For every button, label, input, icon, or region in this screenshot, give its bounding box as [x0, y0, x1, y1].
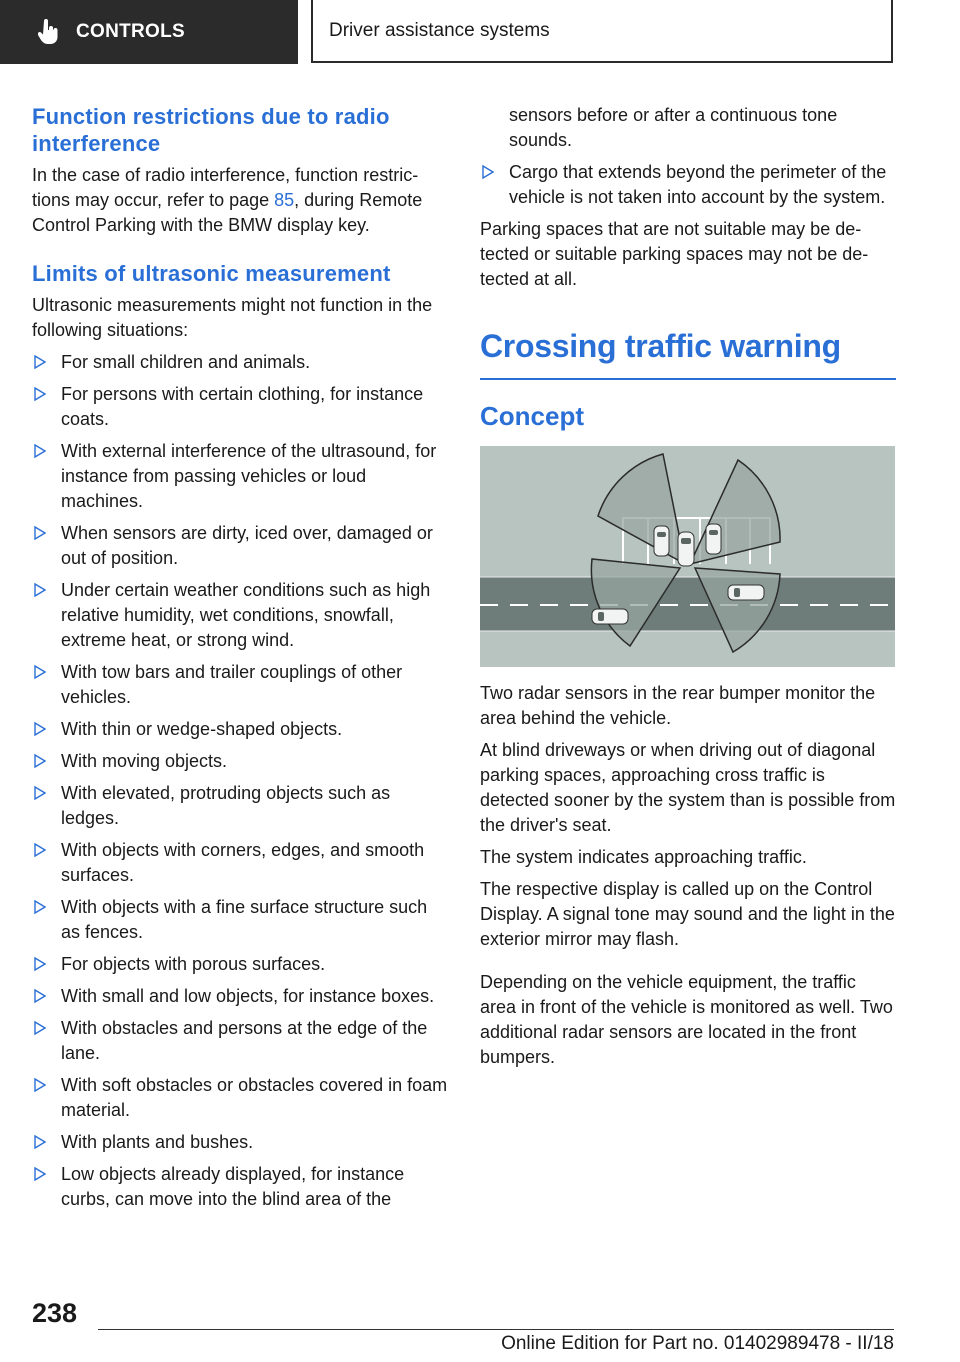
list-item-text: When sensors are dirty, iced over, damaged or out of position. — [61, 523, 433, 568]
list-item-text: Low objects already displayed, for instance curbs, can move into the blind area of the — [61, 1164, 405, 1209]
radio-text-post: , during Remote Control Parking with the BMW display key. — [32, 190, 423, 235]
triangle-bullet-icon — [34, 899, 46, 915]
triangle-bullet-icon — [34, 956, 46, 972]
list-item-text: With objects with corners, edges, and smooth surfaces. — [61, 840, 425, 885]
triangle-bullet-icon — [34, 354, 46, 370]
list-item — [480, 160, 896, 210]
concept-text-1: Two radar sensors in the rear bumper monitor the area behind the vehicle. — [480, 683, 876, 728]
ultrasonic-intro: Ultrasonic measurements might not function in the following situations: — [32, 295, 433, 340]
list-item — [32, 781, 448, 831]
hand-pointer-icon — [38, 19, 60, 45]
section-tab[interactable] — [0, 0, 298, 64]
parking-spaces-text: Parking spaces that are not suitable may be detected or suitable parking spaces may not be detected at all. — [480, 219, 869, 289]
crossing-traffic-illustration — [480, 446, 895, 667]
chapter-tab[interactable] — [311, 0, 893, 63]
edition-info: Online Edition for Part no. 01402989478 - II/18 — [501, 1333, 894, 1354]
heading-crossing-traffic: Crossing traffic warning — [480, 326, 896, 380]
section-label: CONTROLS — [76, 21, 186, 42]
concept-text-3: The system indicates approaching traffic. — [480, 847, 807, 867]
list-item-text: With elevated, protruding objects such as ledges. — [61, 783, 391, 828]
list-item — [32, 984, 448, 1009]
list-item — [32, 350, 448, 375]
list-item-text: With thin or wedge-shaped objects. — [61, 719, 343, 739]
triangle-bullet-icon — [34, 721, 46, 737]
footer-divider — [98, 1329, 894, 1330]
list-item-text: With small and low objects, for instance boxes. — [61, 986, 435, 1006]
radio-interference-text — [32, 163, 448, 238]
list-item — [32, 1016, 448, 1066]
triangle-bullet-icon — [34, 525, 46, 541]
list-item — [32, 1130, 448, 1155]
triangle-bullet-icon — [482, 164, 494, 180]
ultrasonic-limits-list — [32, 350, 448, 1212]
radio-text-pre: In the case of radio interference, function restrictions may occur, refer to page — [32, 165, 419, 210]
heading-ultrasonic-limits: Limits of ultrasonic measurement — [32, 261, 391, 286]
triangle-bullet-icon — [34, 842, 46, 858]
triangle-bullet-icon — [34, 1077, 46, 1093]
heading-concept: Concept — [480, 401, 584, 431]
list-item — [32, 578, 448, 653]
list-item — [32, 382, 448, 432]
list-item — [32, 439, 448, 514]
list-item-text: For persons with certain clothing, for instance coats. — [61, 384, 424, 429]
list-item-text: With obstacles and persons at the edge of the lane. — [61, 1018, 428, 1063]
list-item-text: sensors before or after a continuous tone sounds. — [509, 105, 838, 150]
triangle-bullet-icon — [34, 443, 46, 459]
concept-text-4: The respective display is called up on the Control Display. A signal tone may sound and the light in the exterior mirror may flash. — [480, 879, 895, 949]
list-item-text: With external interference of the ultrasound, for instance from passing vehicles or loud machines. — [61, 441, 437, 511]
list-item — [32, 838, 448, 888]
page-number: 238 — [32, 1298, 78, 1328]
right-column — [480, 103, 896, 1077]
triangle-bullet-icon — [34, 582, 46, 598]
list-item-text: With soft obstacles or obstacles covered in foam material. — [61, 1075, 448, 1120]
list-item-text: For small children and animals. — [61, 352, 311, 372]
concept-text-5: Depending on the vehicle equipment, the traffic area in front of the vehicle is monitored as well. Two additional radar sensors are located in the front bumpers. — [480, 972, 893, 1067]
triangle-bullet-icon — [34, 1134, 46, 1150]
triangle-bullet-icon — [34, 386, 46, 402]
list-item — [32, 660, 448, 710]
triangle-bullet-icon — [34, 988, 46, 1004]
list-item — [32, 952, 448, 977]
list-item — [32, 895, 448, 945]
concept-text-2: At blind driveways or when driving out of diagonal parking spaces, approaching cross traffic is detected sooner by the system than is possible from the driver's seat. — [480, 740, 896, 835]
list-item — [32, 717, 448, 742]
left-column — [32, 103, 448, 1219]
list-item-text: With moving objects. — [61, 751, 228, 771]
list-item — [32, 521, 448, 571]
continued-list — [480, 103, 896, 210]
page-link-85[interactable]: 85 — [274, 190, 295, 210]
triangle-bullet-icon — [34, 753, 46, 769]
list-item-text: For objects with porous surfaces. — [61, 954, 326, 974]
list-item-text: With plants and bushes. — [61, 1132, 254, 1152]
list-item — [32, 749, 448, 774]
heading-radio-interference: Function restrictions due to radio interference — [32, 104, 390, 156]
list-item-text: With objects with a fine surface structure such as fences. — [61, 897, 428, 942]
triangle-bullet-icon — [34, 785, 46, 801]
list-item-text: Under certain weather conditions such as high relative humidity, wet conditions, snowfall, extreme heat, or strong wind. — [61, 580, 431, 650]
chapter-label: Driver assistance systems — [329, 19, 550, 41]
list-item — [32, 1073, 448, 1123]
triangle-bullet-icon — [34, 1166, 46, 1182]
list-item-text: Cargo that extends beyond the perimeter of the vehicle is not taken into account by the system. — [509, 162, 887, 207]
list-item-text: With tow bars and trailer couplings of other vehicles. — [61, 662, 403, 707]
triangle-bullet-icon — [34, 664, 46, 680]
list-item — [32, 1162, 448, 1212]
triangle-bullet-icon — [34, 1020, 46, 1036]
list-item — [480, 103, 896, 153]
